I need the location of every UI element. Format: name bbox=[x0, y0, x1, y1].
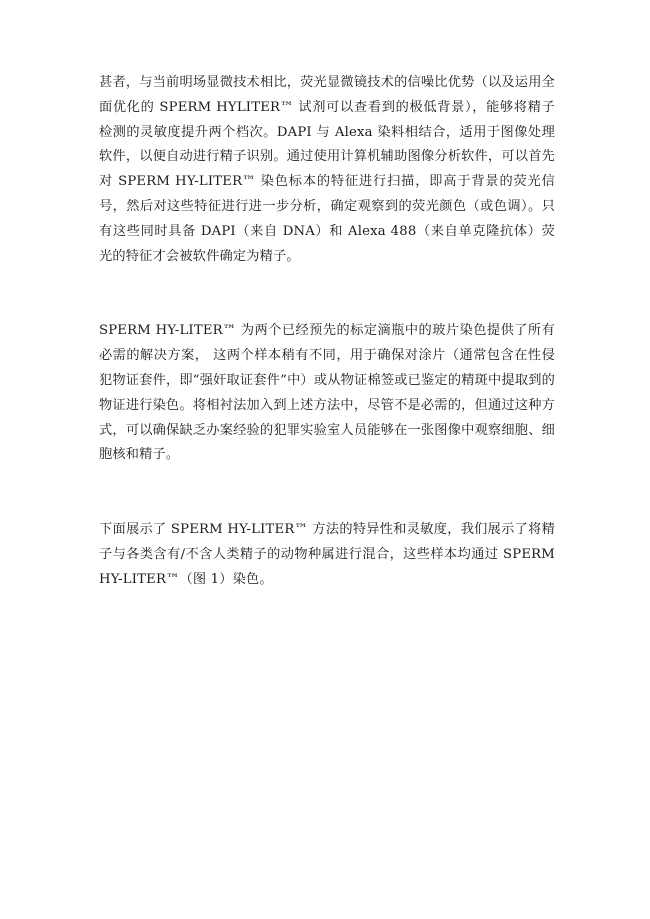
paragraph-3: 下面展示了 SPERM HY-LITER™ 方法的特异性和灵敏度，我们展示了将精子与各类含有/不含人类精子的动物种属进行混合，这些样本均通过 SPERM HY-LITER™（图 1）染色。 bbox=[99, 522, 555, 587]
paragraph-1: 甚者，与当前明场显微技术相比，荧光显微镜技术的信噪比优势（以及运用全面优化的 SPERM HYLITER™ 试剂可以查看到的极低背景），能够将精子检测的灵敏度提升两个档次。DAPI 与 Alexa 染料相结合，适用于图像处理软件，以便自动进行精子识别。通过使用计算机辅助图像分析软件，可以首先对 SPERM HY-LITER™ 染色标本的特征进行扫描，即高于背景的荧光信号，然后对这些特征进行进一步分析，确定观察到的荧光颜色（或色调）。只有这些同时具备 DAPI（来自 DNA）和 Alexa 488（来自单克隆抗体）荧光的特征才会被软件确定为精子。 bbox=[99, 75, 555, 264]
document-body bbox=[99, 71, 555, 593]
paragraph-2: SPERM HY-LITER™ 为两个已经预先的标定滴瓶中的玻片染色提供了所有必需的解决方案， 这两个样本稍有不同，用于确保对涂片（通常包含在性侵犯物证套件，即“强奸取证套件”中）或从物证棉签或已鉴定的精斑中提取到的物证进行染色。将相衬法加入到上述方法中，尽管不是必需的，但通过这种方式，可以确保缺乏办案经验的犯罪实验室人员能够在一张图像中观察细胞、细胞核和精子。 bbox=[99, 323, 555, 463]
